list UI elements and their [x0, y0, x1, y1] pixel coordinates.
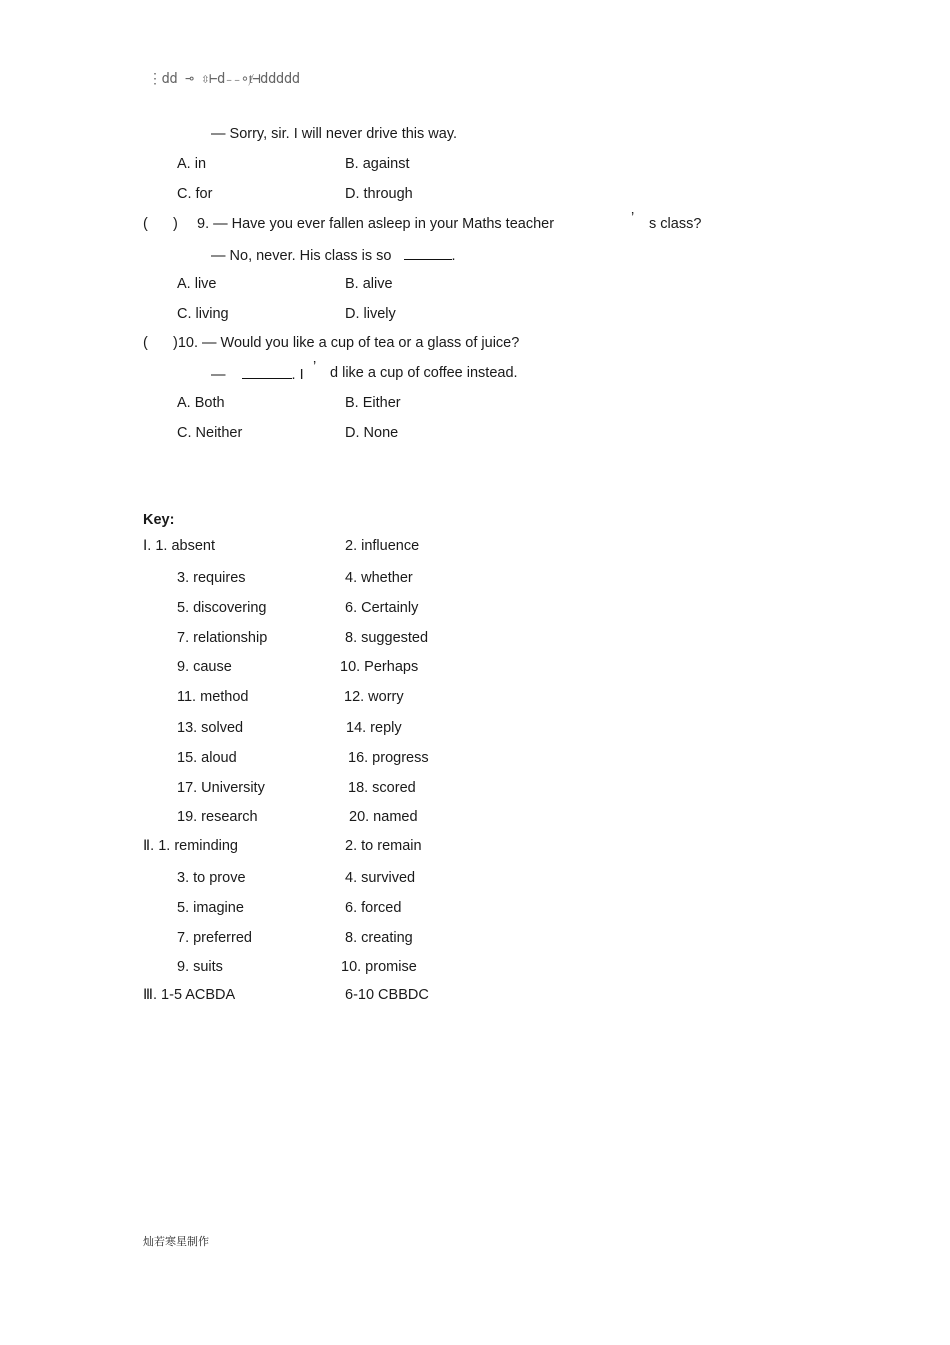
key-answer: 17. University: [177, 780, 265, 796]
key-answer: 9. cause: [177, 659, 232, 675]
q9-option-d: D. lively: [345, 306, 396, 322]
key-answer: 13. solved: [177, 720, 244, 736]
key-answer: 3. to prove: [177, 870, 246, 886]
key-answer: 5. discovering: [177, 600, 267, 616]
key-answer: 15. aloud: [177, 750, 237, 766]
q10-paren-open: (: [143, 335, 148, 351]
key-answer: 7. preferred: [177, 930, 252, 946]
key-answer: 2. influence: [345, 538, 420, 554]
q8-option-d: D. through: [345, 186, 413, 202]
q9-option-c: C. living: [177, 306, 229, 322]
q8-option-a: A. in: [177, 156, 207, 172]
key-answer: 11. method: [177, 689, 249, 705]
key-section3-left: Ⅲ. 1-5 ACBDA: [143, 987, 236, 1003]
q9-option-a: A. live: [177, 276, 217, 292]
key-answer: 6. forced: [345, 900, 402, 916]
footer-credit: 灿若寒星制作: [143, 1235, 209, 1248]
key-answer: 14. reply: [346, 720, 402, 736]
q9-apostrophe: ’: [631, 210, 635, 226]
key-answer: 6. Certainly: [345, 600, 419, 616]
key-answer: 10. promise: [341, 959, 417, 975]
q9-paren-open: (: [143, 216, 148, 232]
key-section2-label: Ⅱ. 1. reminding: [143, 838, 238, 854]
q9-question: 9. — Have you ever fallen asleep in your Maths teacher: [197, 216, 555, 232]
key-answer: 18. scored: [348, 780, 416, 796]
q10-question: )10. — Would you like a cup of tea or a glass of juice?: [173, 335, 520, 351]
key-answer: 19. research: [177, 809, 258, 825]
q8-option-c: C. for: [177, 186, 213, 202]
q10-response: [211, 364, 304, 384]
q10-apostrophe: ’: [313, 359, 317, 375]
q9-answer-blank: [404, 245, 452, 260]
q10-answer-blank: [242, 364, 292, 379]
q9-response-suffix: .: [451, 248, 456, 264]
key-section3-right: 6-10 CBBDC: [345, 987, 429, 1003]
key-answer: 2. to remain: [345, 838, 422, 854]
q10-option-c: C. Neither: [177, 425, 243, 441]
key-answer: 20. named: [349, 809, 418, 825]
q9-response-prefix: — No, never. His class is so: [211, 248, 392, 264]
q10-response-end: d like a cup of coffee instead.: [330, 365, 518, 381]
q8-option-b: B. against: [345, 156, 410, 172]
q9-option-b: B. alive: [345, 276, 393, 292]
key-section1-label: Ⅰ. 1. absent: [143, 538, 215, 554]
key-answer: 3. requires: [177, 570, 246, 586]
key-answer: 4. survived: [345, 870, 416, 886]
q9-response: [211, 245, 456, 265]
key-answer: 5. imagine: [177, 900, 244, 916]
q9-paren-close: ): [173, 216, 178, 232]
q10-response-mid: . I: [291, 367, 304, 383]
key-answer: 7. relationship: [177, 630, 268, 646]
q8-response: — Sorry, sir. I will never drive this way.: [211, 126, 458, 142]
q10-option-d: D. None: [345, 425, 399, 441]
key-answer: 9. suits: [177, 959, 223, 975]
key-answer: 12. worry: [344, 689, 404, 705]
q10-option-b: B. Either: [345, 395, 401, 411]
key-answer: 8. suggested: [345, 630, 429, 646]
key-answer: 10. Perhaps: [340, 659, 419, 675]
key-title: Key:: [143, 512, 175, 528]
q10-response-dash: —: [211, 367, 226, 383]
q10-option-a: A. Both: [177, 395, 225, 411]
q9-question-end: s class?: [649, 216, 702, 232]
key-answer: 16. progress: [348, 750, 429, 766]
key-answer: 8. creating: [345, 930, 413, 946]
garbled-header: ⋮dd ⊸ ⇳⊢d₋₋∘ⱦ⊣ddddd: [148, 71, 300, 87]
key-answer: 4. whether: [345, 570, 413, 586]
